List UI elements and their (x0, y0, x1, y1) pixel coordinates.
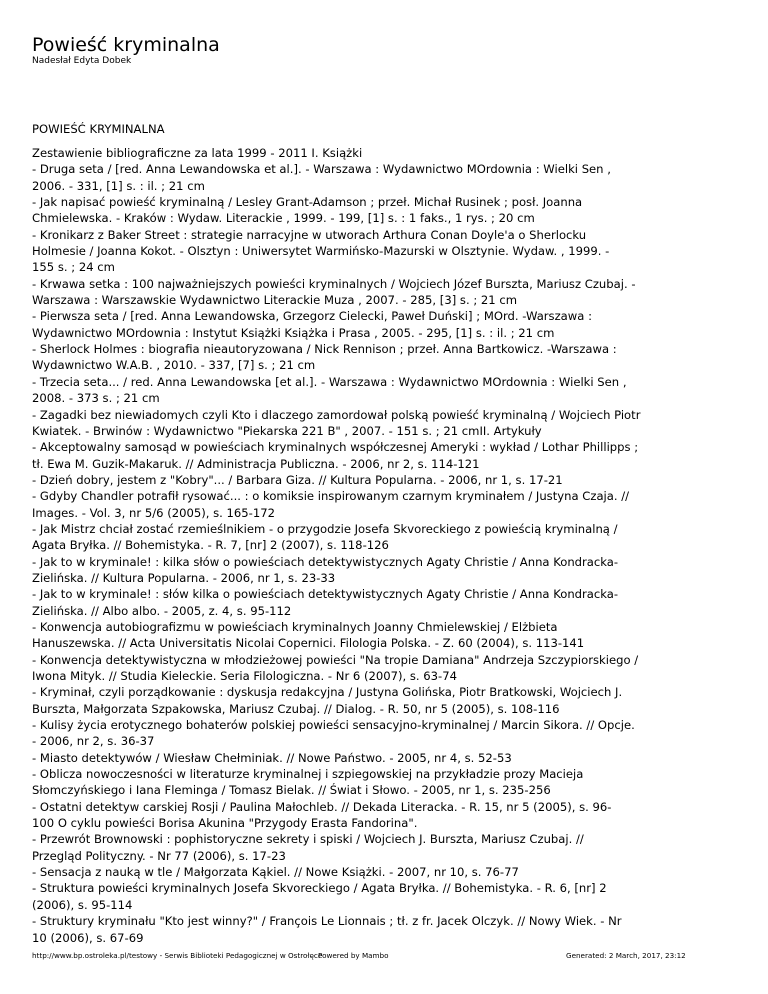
body-text-line: Agata Bryłka. // Bohemistyka. - R. 7, [nr] 2 (2007), s. 118-126 (32, 538, 389, 553)
body-text-line: Holmesie / Joanna Kokot. - Olsztyn : Uniwersytet Warmińsko-Mazurski w Olsztynie. Wydaw. , 1999. - (32, 244, 610, 259)
body-text-line: Images. - Vol. 3, nr 5/6 (2005), s. 165-172 (32, 505, 275, 520)
body-text-line: - Ostatni detektyw carskiej Rosji / Paulina Małochleb. // Dekada Literacka. - R. 15, nr 5 (2005), s. 96- (32, 799, 612, 814)
article-body (32, 145, 740, 946)
body-text-line: Wydawnictwo MOrdownia : Instytut Książki Książka i Prasa , 2005. - 295, [1] s. : il. ; 21 cm (32, 325, 555, 340)
body-text-line: - Akceptowalny samosąd w powieściach kryminalnych współczesnej Ameryki : wykład / Lothar Phillipps ; (32, 440, 639, 455)
body-text-line: Iwona Mityk. // Studia Kieleckie. Seria Filologiczna. - Nr 6 (2007), s. 63-74 (32, 669, 457, 683)
body-text-line: tł. Ewa M. Guzik-Makaruk. // Administracja Publiczna. - 2006, nr 2, s. 114-121 (32, 456, 480, 471)
body-text-line: - Konwencja detektywistyczna w młodzieżowej powieści "Na tropie Damiana" Andrzeja Szczypiorskiego / (32, 652, 639, 667)
body-text-line: 2006. - 331, [1] s. : il. ; 21 cm (32, 178, 205, 193)
body-text-line: Przegląd Polityczny. - Nr 77 (2006), s. 17-23 (32, 848, 286, 863)
body-text-line: - Konwencja autobiografizmu w powieściach kryminalnych Joanny Chmielewskiej / Elżbieta (32, 619, 558, 634)
body-text-line: 2008. - 373 s. ; 21 cm (32, 391, 160, 406)
body-text-line: Zestawienie bibliograficzne za lata 1999 - 2011 I. Książki (32, 146, 363, 160)
body-text-line: Zielińska. // Albo albo. - 2005, z. 4, s. 95-112 (32, 603, 292, 618)
footer-source-url: http://www.bp.ostroleka.pl/testowy - Serwis Biblioteki Pedagogicznej w Ostrołęce (32, 951, 323, 960)
body-text-line: Zielińska. // Kultura Popularna. - 2006, nr 1, s. 23-33 (32, 570, 336, 585)
body-text-line: - Jak to w kryminale! : słów kilka o powieściach detektywistycznych Agaty Christie / Anna Kondracka- (32, 587, 619, 602)
body-text-line: 100 O cyklu powieści Borisa Akunina "Przygody Erasta Fandorina". (32, 816, 418, 831)
body-text-line: - Gdyby Chandler potrafił rysować... : o komiksie inspirowanym czarnym kryminałem / Justyna Czaja. // (32, 489, 630, 504)
body-text-line: Słomczyńskiego i Iana Fleminga / Tomasz Bielak. // Świat i Słowo. - 2005, nr 1, s. 235-256 (32, 783, 551, 798)
body-text-line: Burszta, Małgorzata Szpakowska, Mariusz Czubaj. // Dialog. - R. 50, nr 5 (2005), s. 108-116 (32, 701, 560, 716)
body-text-line: - Kryminał, czyli porządkowanie : dyskusja redakcyjna / Justyna Golińska, Piotr Bratkowski, Wojciech J. (32, 685, 623, 700)
body-text-line: Warszawa : Warszawskie Wydawnictwo Literackie Muza , 2007. - 285, [3] s. ; 21 cm (32, 293, 518, 308)
body-text-line: - Jak Mistrz chciał zostać rzemieślnikiem - o przygodzie Josefa Skvoreckiego z powieścią kryminalną / (32, 521, 618, 536)
body-text-line: - Jak to w kryminale! : kilka słów o powieściach detektywistycznych Agaty Christie / Anna Kondracka- (32, 554, 619, 569)
page-title: Powieść kryminalna (32, 34, 220, 56)
body-text-line: - Trzecia seta... / red. Anna Lewandowska [et al.]. - Warszawa : Wydawnictwo MOrdownia : Wielki Sen , (32, 374, 627, 389)
body-text-line: - Oblicza nowoczesności w literaturze kryminalnej i szpiegowskiej na przykładzie prozy Macieja (32, 767, 584, 782)
body-text-line: - Zagadki bez niewiadomych czyli Kto i dlaczego zamordował polską powieść kryminalną / Wojciech Piotr (32, 407, 641, 422)
body-text-line: - Kulisy życia erotycznego bohaterów polskiej powieści sensacyjno-kryminalnej / Marcin Sikora. // Opcje. (32, 718, 635, 733)
body-text-line: - Pierwsza seta / [red. Anna Lewandowska, Grzegorz Cielecki, Paweł Duński] ; MOrd. -Warszawa : (32, 309, 592, 324)
body-text-line: - Struktury kryminału "Kto jest winny?" / François Le Lionnais ; tł. z fr. Jacek Olczyk. // Nowy Wiek. - Nr (32, 914, 622, 929)
author-byline: Nadesłał Edyta Dobek (32, 56, 132, 66)
body-text-line: (2006), s. 95-114 (32, 897, 133, 912)
body-text-line: - Sensacja z nauką w tle / Małgorzata Kąkiel. // Nowe Książki. - 2007, nr 10, s. 76-77 (32, 865, 519, 880)
body-text-line: - Krwawa setka : 100 najważniejszych powieści kryminalnych / Wojciech Józef Burszta, Mariusz Czubaj. - (32, 276, 636, 291)
body-text-line: 155 s. ; 24 cm (32, 260, 115, 275)
body-text-line: - Jak napisać powieść kryminalną / Lesley Grant-Adamson ; przeł. Michał Rusinek ; posł. Joanna (32, 195, 583, 210)
body-text-line: - Struktura powieści kryminalnych Josefa Skvoreckiego / Agata Bryłka. // Bohemistyka. - R. 6, [nr] 2 (32, 881, 607, 896)
footer-generated-date: Generated: 2 March, 2017, 23:12 (566, 951, 686, 960)
body-text-line: Kwiatek. - Brwinów : Wydawnictwo "Piekarska 221 B" , 2007. - 151 s. ; 21 cmII. Artykuły (32, 423, 542, 438)
body-text-line: Chmielewska. - Kraków : Wydaw. Literackie , 1999. - 199, [1] s. : 1 faks., 1 rys. ; 20 cm (32, 211, 535, 226)
body-text-line: Hanuszewska. // Acta Universitatis Nicolai Copernici. Filologia Polska. - Z. 60 (2004), s. 113-141 (32, 636, 585, 651)
body-text-line: - Sherlock Holmes : biografia nieautoryzowana / Nick Rennison ; przeł. Anna Bartkowicz. -Warszawa : (32, 342, 617, 357)
body-text-line: - Druga seta / [red. Anna Lewandowska et al.]. - Warszawa : Wydawnictwo MOrdownia : Wielki Sen , (32, 162, 611, 177)
body-text-line: - Dzień dobry, jestem z "Kobry"... / Barbara Giza. // Kultura Popularna. - 2006, nr 1, s. 17-21 (32, 472, 563, 487)
body-text-line: - Miasto detektywów / Wiesław Chełminiak. // Nowe Państwo. - 2005, nr 4, s. 52-53 (32, 750, 512, 765)
body-text-line: - Kronikarz z Baker Street : strategie narracyjne w utworach Arthura Conan Doyle'a o Sherlocku (32, 227, 587, 242)
footer-powered-by: Powered by Mambo (318, 951, 389, 960)
body-text-line: Wydawnictwo W.A.B. , 2010. - 337, [7] s. ; 21 cm (32, 358, 316, 373)
body-text-line: - 2006, nr 2, s. 36-37 (32, 734, 155, 749)
body-text-line: 10 (2006), s. 67-69 (32, 930, 144, 945)
body-text-line: - Przewrót Brownowski : pophistoryczne sekrety i spiski / Wojciech J. Burszta, Mariusz Czubaj. // (32, 832, 584, 847)
article-heading: POWIEŚĆ KRYMINALNA (32, 122, 165, 136)
